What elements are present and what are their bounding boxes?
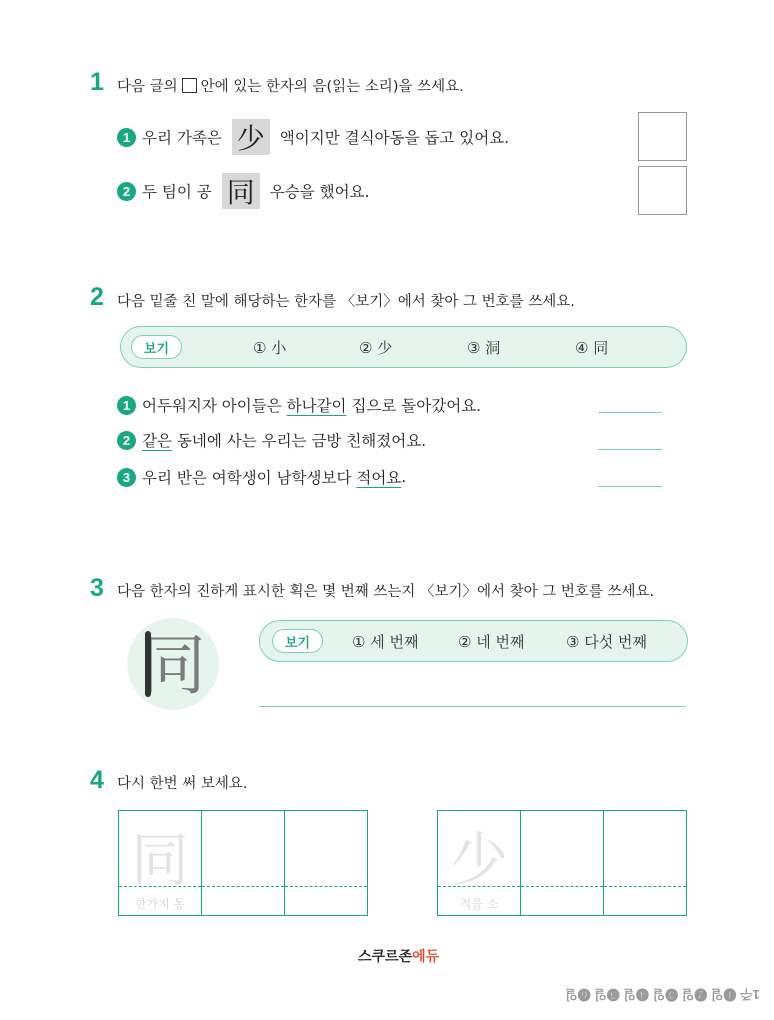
q1-item-1-before: 우리 가족은	[142, 129, 222, 147]
q2-answer-line-1[interactable]	[598, 412, 662, 413]
writing-grid-2-guide-line	[604, 886, 686, 887]
q3-option-3: ③ 다섯 번째	[566, 633, 647, 651]
q1-item-2-hanja: 同	[222, 173, 260, 209]
q1-item-2-after: 우승을 했어요.	[269, 183, 370, 201]
q3-character-stroke-diagram	[138, 628, 208, 700]
q1-item-2-before: 두 팀이 공	[142, 183, 212, 201]
writing-grid-2-caption: 적을 소	[459, 897, 499, 911]
q2-item-3-number: 3	[117, 468, 136, 487]
q1-answer-box-1[interactable]	[638, 112, 687, 161]
question-2-prompt: 다음 밑줄 친 말에 해당하는 한자를 〈보기〉에서 찾아 그 번호를 쓰세요.	[117, 294, 575, 310]
writing-grid-1-guide-line	[285, 886, 367, 887]
q2-item-1-underlined: 하나같이	[286, 397, 347, 415]
q2-item-1-before: 어두워지자 아이들은	[142, 397, 287, 415]
q3-option-2: ② 네 번째	[458, 633, 525, 651]
question-4-number: 4	[90, 766, 104, 794]
q2-item-2-after: 동네에 사는 우리는 금방 친해졌어요.	[171, 432, 427, 450]
writing-grid-2-trace-character: 少	[449, 826, 508, 894]
q2-item-3-underlined: 적어요	[356, 469, 402, 487]
q2-option-1: ① 小	[253, 339, 287, 357]
writing-grid-1-blank-cell-2[interactable]	[285, 811, 367, 915]
writing-grid-1-guide-line	[202, 886, 284, 887]
writing-grid-1-trace-cell	[119, 811, 202, 915]
writing-grid-2-blank-cell-1[interactable]	[521, 811, 604, 915]
writing-grid-2-guide-line	[521, 886, 603, 887]
blank-square-icon	[182, 78, 197, 93]
writing-grid-2-blank-cell-2[interactable]	[604, 811, 686, 915]
question-3-number: 3	[90, 574, 104, 602]
q3-answer-line[interactable]	[259, 706, 686, 707]
q2-item-2	[117, 428, 426, 452]
q2-answer-line-2[interactable]	[598, 449, 662, 450]
question-3-prompt: 다음 한자의 진하게 표시한 획은 몇 번째 쓰는지 〈보기〉에서 찾아 그 번호를 쓰세요.	[117, 584, 655, 600]
question-1-prompt-after: 안에 있는 한자의 음(읽는 소리)을 쓰세요.	[200, 79, 464, 95]
writing-grid-1-caption: 한가지 동	[134, 897, 186, 911]
q3-bogi-tag: 보기	[272, 629, 323, 653]
q2-item-2-number: 2	[117, 431, 136, 450]
question-1-prompt	[117, 75, 464, 96]
publisher-logo	[358, 946, 439, 966]
q3-character: 同	[140, 628, 206, 700]
page-footer-progress: 1주 ❶일 ❷일 ❸일 ❹일 ❺일 ❻일	[565, 987, 760, 1002]
q1-item-2	[117, 172, 369, 210]
q1-item-1-after: 액이지만 결식아동을 돕고 있어요.	[279, 129, 510, 147]
q1-item-1-number: 1	[117, 128, 136, 147]
q2-item-2-underlined: 같은	[142, 432, 172, 450]
q3-option-1: ① 세 번째	[352, 633, 419, 651]
q1-item-1	[117, 118, 509, 156]
q2-item-3-after: .	[401, 468, 407, 486]
q2-item-3	[117, 465, 406, 489]
question-4-prompt: 다시 한번 써 보세요.	[117, 776, 248, 792]
q2-item-1	[117, 393, 481, 417]
publisher-logo-edu: 에듀	[412, 948, 440, 964]
q2-option-4: ④ 同	[575, 339, 609, 357]
question-1-number: 1	[90, 68, 104, 96]
writing-grid-1-blank-cell-1[interactable]	[202, 811, 285, 915]
q2-item-1-number: 1	[117, 396, 136, 415]
publisher-logo-main: 스쿠르존	[358, 948, 413, 964]
q1-item-1-hanja: 少	[232, 119, 270, 155]
q2-item-3-before: 우리 반은 여학생이 남학생보다	[142, 469, 357, 487]
question-1-prompt-before: 다음 글의	[117, 79, 178, 95]
writing-grid-2-trace-cell	[438, 811, 521, 915]
writing-grid-1-guide-line	[119, 886, 201, 887]
writing-grid-1	[118, 810, 368, 916]
q2-item-1-after: 집으로 돌아갔어요.	[346, 397, 482, 415]
q2-option-3: ③ 洞	[467, 339, 501, 357]
q3-character-circle	[127, 618, 219, 710]
writing-grid-1-trace-character: 同	[130, 826, 189, 894]
q2-bogi-tag: 보기	[131, 335, 182, 359]
q2-option-2: ② 少	[359, 339, 393, 357]
q2-answer-line-3[interactable]	[598, 486, 662, 487]
question-2-number: 2	[90, 283, 104, 311]
q1-item-2-number: 2	[117, 182, 136, 201]
q1-answer-box-2[interactable]	[638, 166, 687, 215]
writing-grid-2	[437, 810, 687, 916]
writing-grid-2-guide-line	[438, 886, 520, 887]
